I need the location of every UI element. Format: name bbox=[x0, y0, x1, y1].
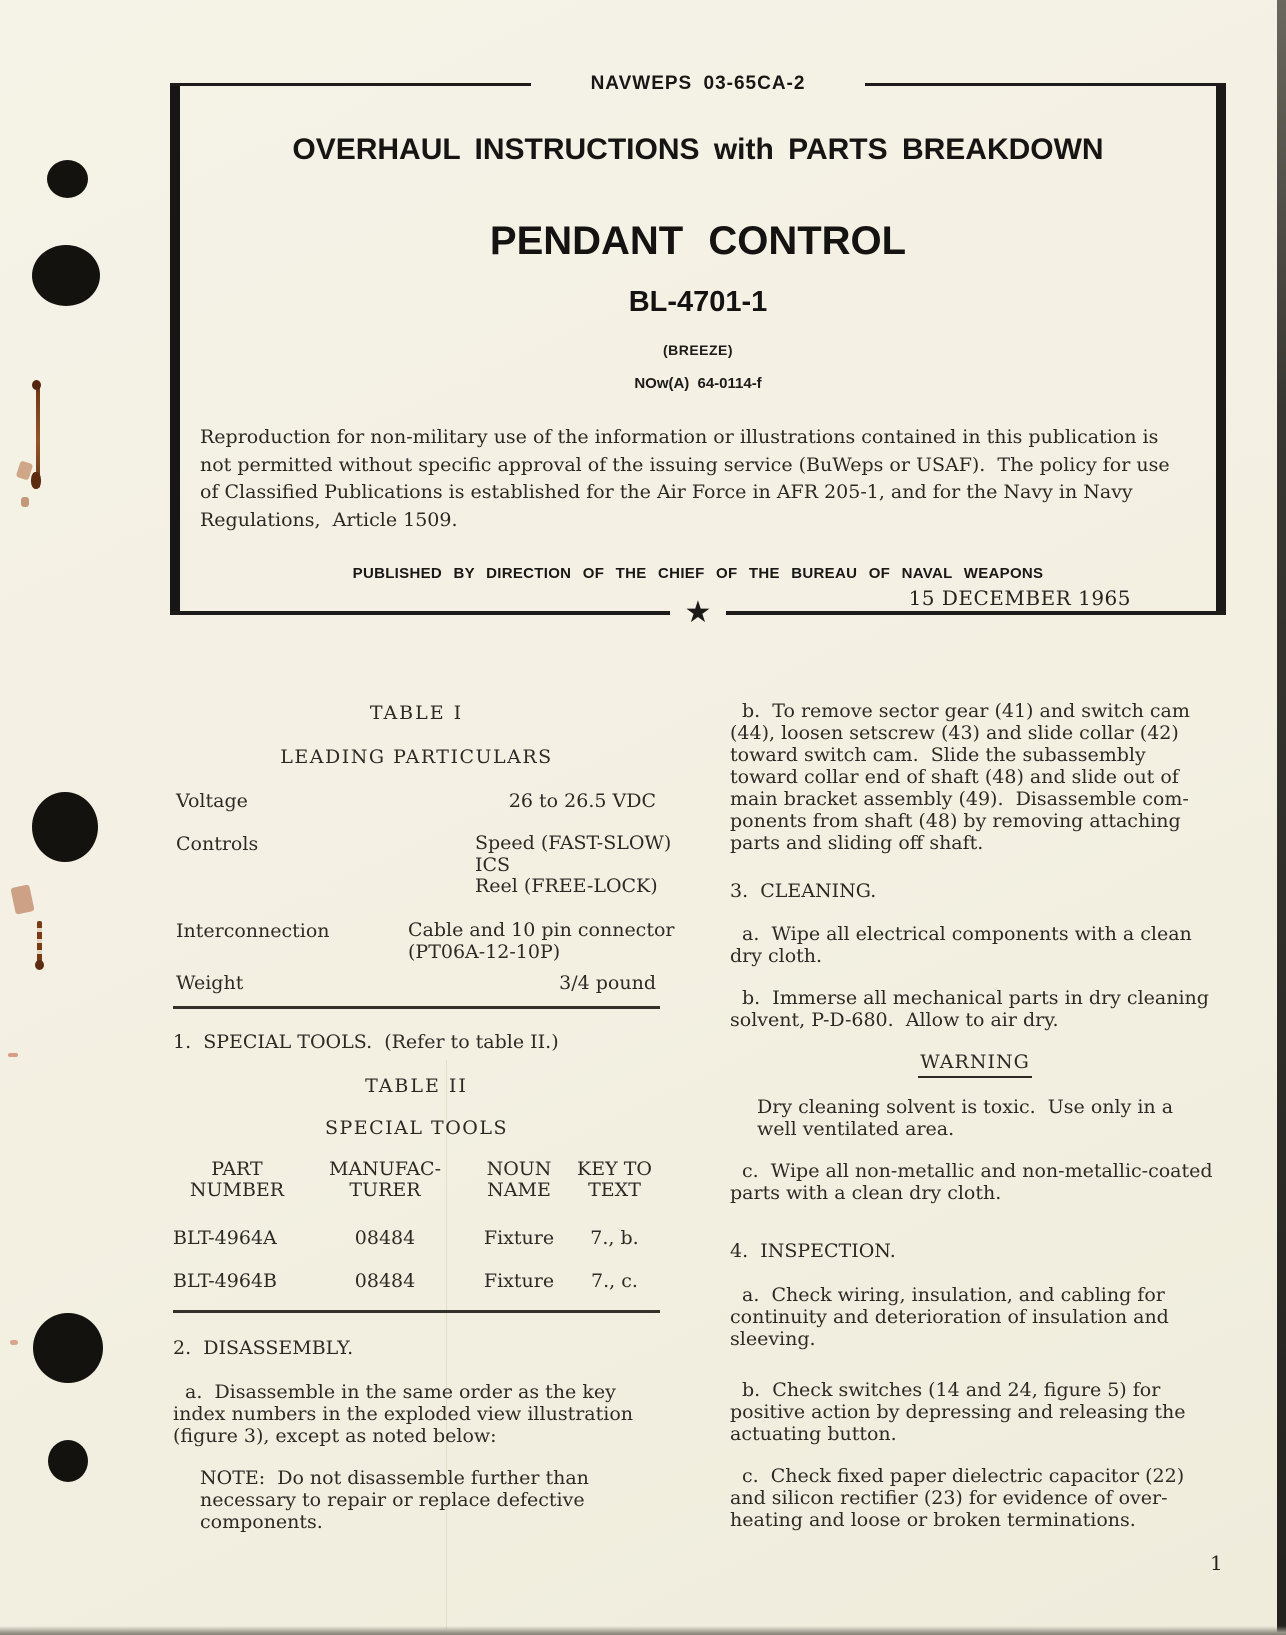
section2-note: NOTE: Do not disassemble further than necessary to repair or replace defective components. bbox=[200, 1467, 589, 1533]
rule-segment bbox=[170, 611, 670, 615]
binder-hole-dot bbox=[48, 1440, 88, 1482]
table1-weight-value: 3/4 pound bbox=[559, 972, 656, 994]
section4-paragraph-a: a. Check wiring, insulation, and cabling for continuity and deterioration of insulation and sleeving. bbox=[730, 1284, 1169, 1350]
table1-interconnection-label: Interconnection bbox=[176, 920, 330, 942]
table2-header-key-to-text: KEY TO TEXT bbox=[577, 1158, 652, 1201]
rust-stain bbox=[8, 1053, 18, 1057]
table1-subtitle: LEADING PARTICULARS bbox=[280, 746, 553, 768]
table2-cell: 7., b. bbox=[590, 1227, 639, 1249]
published-by-line: PUBLISHED BY DIRECTION OF THE CHIEF OF THE BUREAU OF NAVAL WEAPONS bbox=[352, 565, 1044, 582]
section2-paragraph-a: a. Disassemble in the same order as the key index numbers in the exploded view illustration (figure 3), except as noted below: bbox=[173, 1381, 634, 1447]
table2-header-noun-name: NOUN NAME bbox=[486, 1158, 552, 1201]
table1-interconnection-values: Cable and 10 pin connector (PT06A-12-10P) bbox=[408, 919, 675, 963]
equipment-title: PENDANT CONTROL bbox=[489, 219, 907, 263]
section1-heading: 1. SPECIAL TOOLS. (Refer to table II.) bbox=[173, 1031, 559, 1053]
table2-row bbox=[173, 1270, 660, 1292]
scan-edge-right bbox=[1277, 0, 1286, 1635]
section3-heading: 3. CLEANING. bbox=[730, 880, 877, 902]
table2-cell: 08484 bbox=[354, 1227, 416, 1249]
binder-hole-dot bbox=[32, 792, 98, 862]
table1-voltage-value: 26 to 26.5 VDC bbox=[508, 790, 656, 812]
warning-heading bbox=[750, 1051, 1200, 1078]
table2-header-manufacturer: MANUFAC- TURER bbox=[328, 1158, 442, 1201]
horizontal-rule bbox=[173, 1310, 660, 1313]
publication-date: 15 DECEMBER 1965 bbox=[908, 586, 1131, 610]
page-number: 1 bbox=[1210, 1551, 1223, 1575]
scan-edge-bottom bbox=[0, 1626, 1286, 1635]
rust-stain bbox=[35, 960, 44, 970]
rust-stain bbox=[31, 472, 41, 489]
section4-paragraph-b: b. Check switches (14 and 24, figure 5) for positive action by depressing and releasing the actuating button. bbox=[730, 1379, 1186, 1445]
star-icon: ★ bbox=[684, 596, 712, 629]
table2-subtitle: SPECIAL TOOLS bbox=[324, 1117, 509, 1139]
table1-title: TABLE I bbox=[369, 702, 464, 724]
rust-stain bbox=[10, 1340, 18, 1345]
binder-hole-dot bbox=[32, 245, 100, 306]
warning-heading-text: WARNING bbox=[918, 1051, 1032, 1078]
model-number: BL-4701-1 bbox=[628, 286, 768, 318]
warning-body: Dry cleaning solvent is toxic. Use only in a well ventilated area. bbox=[757, 1096, 1174, 1140]
manufacturer: (BREEZE) bbox=[662, 342, 734, 358]
table2-cell: 7., c. bbox=[591, 1270, 638, 1292]
section3-paragraph-a: a. Wipe all electrical components with a clean dry cloth. bbox=[730, 923, 1192, 967]
table2-title: TABLE II bbox=[365, 1075, 468, 1097]
table2-cell: 08484 bbox=[354, 1270, 416, 1292]
rust-stain bbox=[32, 380, 41, 390]
table1-controls-label: Controls bbox=[176, 833, 259, 855]
doc-number: NAVWEPS 03-65CA-2 bbox=[590, 73, 806, 94]
rust-stain bbox=[10, 884, 34, 914]
table2-header-row bbox=[173, 1159, 660, 1201]
binder-hole-dot bbox=[33, 1313, 103, 1383]
plate-top-rule bbox=[170, 74, 1226, 94]
binder-hole-dot bbox=[47, 160, 88, 198]
section2-heading: 2. DISASSEMBLY. bbox=[173, 1337, 354, 1359]
section3-paragraph-b: b. Immerse all mechanical parts in dry cleaning solvent, P-D-680. Allow to air dry. bbox=[730, 987, 1209, 1031]
section3-paragraph-c: c. Wipe all non-metallic and non-metallic-coated parts with a clean dry cloth. bbox=[730, 1160, 1213, 1204]
section2-paragraph-b: b. To remove sector gear (41) and switch cam (44), loosen setscrew (43) and slide collar (42) toward switch cam. Slide the subassembly toward collar end of shaft (48) and slide out of main bracket assembly (49). Disassemble com- ponents from shaft (48) by removing attaching parts and sliding off shaft. bbox=[730, 700, 1190, 854]
table2-header-part-number: PART NUMBER bbox=[189, 1158, 285, 1201]
section4-paragraph-c: c. Check fixed paper dielectric capacitor (22) and silicon rectifier (23) for evidence of over- heating and loose or broken terminations. bbox=[730, 1465, 1185, 1531]
reproduction-notice: Reproduction for non-military use of the information or illustrations contained in this publication is not permitted without specific approval of the issuing service (BuWeps or USAF). The policy for use of Classified Publications is established for the Air Force in AFR 205-1, and for the Navy in Navy Regulations, Article 1509. bbox=[200, 426, 1170, 531]
table2-cell: Fixture bbox=[483, 1270, 555, 1292]
section4-heading: 4. INSPECTION. bbox=[730, 1240, 896, 1262]
table2-cell: Fixture bbox=[483, 1227, 555, 1249]
contract-number: NOw(A) 64-0114-f bbox=[634, 375, 762, 392]
table2-cell: BLT-4964B bbox=[173, 1270, 277, 1292]
table1-voltage-label: Voltage bbox=[176, 790, 248, 812]
table1-weight-label: Weight bbox=[176, 972, 244, 994]
document-title: OVERHAUL INSTRUCTIONS with PARTS BREAKDOWN bbox=[292, 133, 1104, 166]
rule-segment bbox=[726, 611, 1226, 615]
table1-controls-values: Speed (FAST-SLOW) ICS Reel (FREE-LOCK) bbox=[475, 832, 672, 897]
horizontal-rule bbox=[173, 1006, 660, 1009]
table2-row bbox=[173, 1227, 660, 1249]
rust-stain bbox=[21, 497, 29, 507]
rule-segment bbox=[865, 83, 1226, 86]
table2-cell: BLT-4964A bbox=[173, 1227, 277, 1249]
rule-segment bbox=[170, 83, 531, 86]
